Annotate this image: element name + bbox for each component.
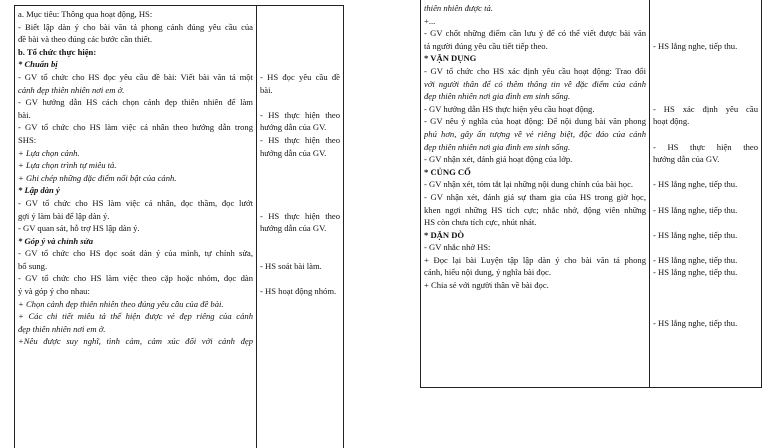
blank-line xyxy=(653,52,758,65)
text-line: - HS xác định yêu cầu xyxy=(653,103,758,114)
text-line: - HS soát bài làm. xyxy=(260,260,322,271)
text-line: - GV nhận xét, đánh giá sự tham gia của HS trong giờ học, xyxy=(424,191,646,202)
text-line: - GV quan sát, hỗ trợ HS lập dàn ý. xyxy=(18,223,140,234)
text-line: - HS lắng nghe, tiếp thu. xyxy=(653,254,738,265)
blank-line xyxy=(260,21,340,34)
blank-line xyxy=(653,27,758,40)
student-activities-column xyxy=(257,6,343,448)
text-line: - GV tổ chức cho HS đọc soát dàn ý của mình, tự chỉnh sửa, xyxy=(18,248,253,259)
text-line: + Lựa chọn cảnh. xyxy=(18,147,80,158)
text-line: a. Mục tiêu: Thông qua hoạt động, HS: xyxy=(18,9,153,19)
text-line: đề bài và theo đúng các bước cần thiết. xyxy=(18,34,152,45)
student-activities-column xyxy=(650,0,761,387)
blank-line xyxy=(260,235,340,248)
text-line: - GV tổ chức cho HS làm việc theo cặp hoặc nhóm, đọc dàn xyxy=(18,273,253,284)
text-line: - GV tổ chức cho HS đọc yêu cầu đề bài: Viết bài văn tả một xyxy=(18,71,253,82)
blank-line xyxy=(653,304,758,317)
blank-line xyxy=(653,90,758,103)
text-line: * CỦNG CỐ xyxy=(424,166,471,177)
text-line: phú hơn, gây ấn tượng về vẻ riêng biệt, độc đáo của cảnh xyxy=(424,128,646,139)
text-line: - GV tổ chức cho HS xác định yêu cầu hoạt động: Trao đổi xyxy=(424,65,646,76)
text-line: - HS lắng nghe, tiếp thu. xyxy=(653,40,738,51)
blank-line xyxy=(260,33,340,46)
text-line: cảnh đẹp thiên nhiên nơi em ở. xyxy=(18,84,125,95)
text-line: * VẬN DỤNG xyxy=(424,53,477,64)
text-line: - HS hoạt động nhóm. xyxy=(260,286,337,297)
text-line: - HS thực hiện theo xyxy=(260,109,340,120)
text-line: - GV tổ chức cho HS làm việc cá nhân, đọc thầm, đọc lướt xyxy=(18,197,253,208)
teacher-activities-column xyxy=(421,0,650,387)
text-line: + Ghi chép những đặc điểm nổi bật của cảnh. xyxy=(18,172,177,183)
text-line: SHS: xyxy=(18,134,37,145)
text-line: - HS lắng nghe, tiếp thu. xyxy=(653,179,738,190)
text-line: cảnh, hiểu nội dung, ý nghĩa bài đọc. xyxy=(424,267,551,278)
blank-line xyxy=(653,292,758,305)
text-line: - GV nhận xét, đánh giá hoạt động của lớp. xyxy=(424,154,573,165)
text-line: hướng dẫn của GV. xyxy=(260,122,327,133)
text-line: bài. xyxy=(260,84,273,95)
text-line: ý và góp ý cho nhau: xyxy=(18,286,90,297)
text-line: - GV hướng dẫn HS thực hiện yêu cầu hoạt động. xyxy=(424,103,595,114)
text-line: bài. xyxy=(18,109,31,120)
text-line: bổ sung. xyxy=(18,260,48,271)
text-line: - HS thực hiện theo xyxy=(260,210,340,221)
blank-line xyxy=(260,197,340,210)
text-line: + Chia sẻ với người thân về bài đọc. xyxy=(424,280,549,291)
text-line: * Góp ý và chỉnh sửa xyxy=(18,235,94,246)
text-line: - GV nhắc nhở HS: xyxy=(424,242,491,253)
text-line: hướng dẫn của GV. xyxy=(260,147,327,158)
text-line: HS còn chưa tích cực, nhút nhát. xyxy=(424,217,537,228)
blank-line xyxy=(653,241,758,254)
text-line: + Đọc lại bài Luyện tập lập dàn ý cho bài văn tả phong xyxy=(424,254,646,265)
teacher-activities-column xyxy=(15,6,257,448)
blank-line xyxy=(260,247,340,260)
right-document-page xyxy=(392,0,769,448)
text-line: - HS đọc yêu cầu đề xyxy=(260,71,340,82)
text-line: - HS lắng nghe, tiếp thu. xyxy=(653,229,738,240)
text-line: * DẶN DÒ xyxy=(424,229,465,240)
text-line: * Chuẩn bị xyxy=(18,59,58,70)
text-line: - Biết lập dàn ý cho bài văn tả phong cảnh đúng yêu cầu của xyxy=(18,21,253,32)
blank-line xyxy=(653,15,758,28)
blank-line xyxy=(260,46,340,59)
text-line: hướng dẫn của GV. xyxy=(260,223,327,234)
text-line: - HS thực hiện theo xyxy=(260,134,340,145)
text-line: - GV nhận xét, tóm tắt lại những nội dung chính của bài học. xyxy=(424,179,634,190)
blank-line xyxy=(260,8,340,21)
text-line: đẹp thiên nhiên nơi gia đình em sinh sống. xyxy=(424,91,571,102)
text-line: tả người đúng yêu cầu tiết tiếp theo. xyxy=(424,40,548,51)
text-line: đẹp thiên nhiên nơi gia đình em sinh sống. xyxy=(424,141,571,152)
text-line: gợi ý làm bài để lập dàn ý. xyxy=(18,210,110,221)
text-line: - HS thực hiện theo xyxy=(653,141,758,152)
text-line: với người thân để có thêm thông tin về đặc điểm của cảnh xyxy=(424,78,646,89)
blank-line xyxy=(653,216,758,229)
left-document-page xyxy=(0,0,345,448)
blank-line xyxy=(653,191,758,204)
text-line: * Lập dàn ý xyxy=(18,185,60,196)
text-line: +... xyxy=(424,15,436,26)
blank-line xyxy=(653,128,758,141)
blank-line xyxy=(260,159,340,172)
text-line: hoạt động. xyxy=(653,116,690,127)
blank-line xyxy=(653,166,758,179)
blank-line xyxy=(260,172,340,185)
blank-line xyxy=(653,279,758,292)
text-line: thiên nhiên được tả. xyxy=(424,3,493,13)
right-lesson-table xyxy=(420,0,762,388)
text-line: - GV hướng dẫn HS cách chọn cảnh đẹp thiên nhiên để làm xyxy=(18,97,253,108)
text-line: + Các chi tiết miêu tả thể hiện được vẻ đẹp riêng của cảnh xyxy=(18,311,253,322)
text-line: - HS lắng nghe, tiếp thu. xyxy=(653,204,738,215)
left-lesson-table xyxy=(14,5,344,448)
text-line: - GV tổ chức cho HS làm việc cá nhân theo hướng dẫn trong xyxy=(18,122,253,133)
text-line: b. Tổ chức thực hiện: xyxy=(18,46,97,57)
blank-line xyxy=(653,2,758,15)
text-line: đẹp thiên nhiên nơi em ở. xyxy=(18,323,106,334)
text-line: hướng dẫn của GV. xyxy=(653,154,720,165)
text-line: + Chọn cảnh đẹp thiên nhiên theo đúng yêu cầu của đề bài. xyxy=(18,298,224,309)
blank-line xyxy=(260,96,340,109)
text-line: - HS lắng nghe, tiếp thu. xyxy=(653,317,738,328)
blank-line xyxy=(260,58,340,71)
text-line: - HS lắng nghe, tiếp thu. xyxy=(653,267,738,278)
blank-line xyxy=(653,78,758,91)
blank-line xyxy=(260,184,340,197)
text-line: +Nêu được suy nghĩ, tình cảm, cảm xúc đối với cảnh đẹp xyxy=(18,336,253,347)
blank-line xyxy=(260,272,340,285)
text-line: khen ngợi những HS tích cực; nhắc nhở, động viên những xyxy=(424,204,646,215)
text-line: - GV chốt những điểm cần lưu ý để có thể viết được bài văn xyxy=(424,28,646,39)
text-line: + Lựa chọn trình tự miêu tả. xyxy=(18,160,117,171)
text-line: - GV nêu ý nghĩa của hoạt động: Để nội dung bài văn phong xyxy=(424,116,646,127)
blank-line xyxy=(653,65,758,78)
